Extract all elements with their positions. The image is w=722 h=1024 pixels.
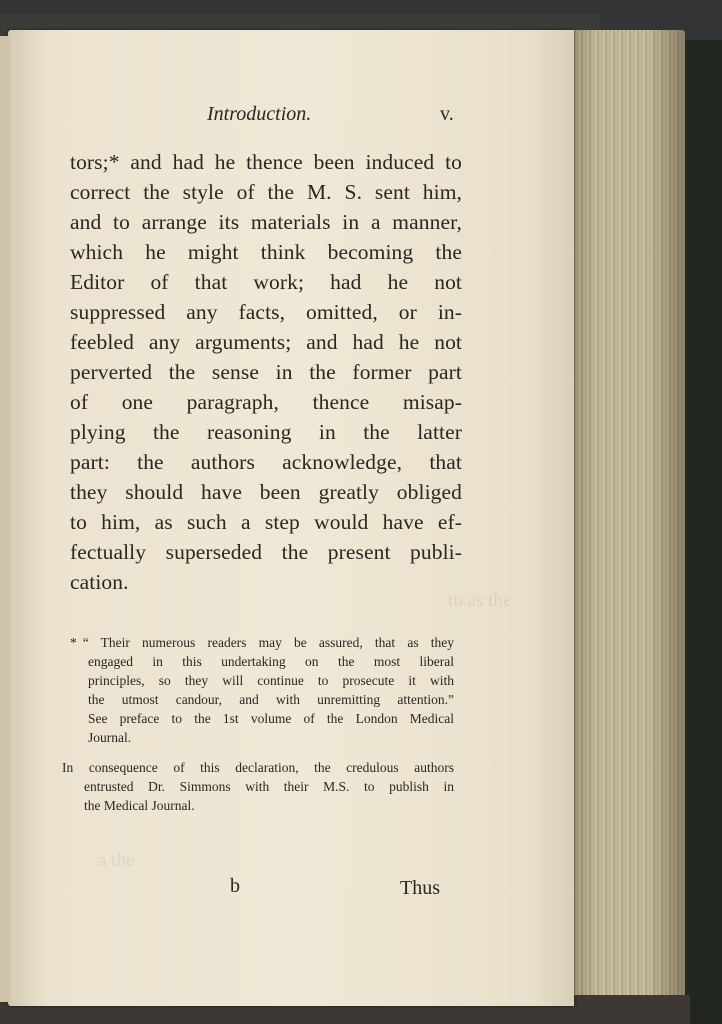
body-line: feebled any arguments; and had he not xyxy=(70,330,462,354)
show-through: to as the xyxy=(448,590,512,611)
body-line: of one paragraph, thence misap- xyxy=(70,390,462,414)
note-line: entrusted Dr. Simmons with their M.S. to publish in xyxy=(84,779,454,794)
note-line-last: the Medical Journal. xyxy=(84,798,195,813)
footnote-text: “ Their numerous readers may be assured, that as they xyxy=(82,635,454,650)
body-line: correct the style of the M. S. sent him, xyxy=(70,180,462,204)
page-header xyxy=(70,103,464,133)
footnote-mark: * xyxy=(70,635,77,650)
show-through: a the xyxy=(98,850,135,871)
body-line: and to arrange its materials in a manner, xyxy=(70,210,462,234)
body-line: which he might think becoming the xyxy=(70,240,462,264)
book-page xyxy=(8,30,574,1006)
page-number: v. xyxy=(440,103,454,125)
footnote-line: principles, so they will continue to prosecute it with xyxy=(88,673,454,688)
body-line: suppressed any facts, omitted, or in- xyxy=(70,300,462,324)
footnote-line-last: Journal. xyxy=(88,730,132,745)
signature-mark: b xyxy=(230,875,240,897)
footnote-line-first xyxy=(70,635,454,651)
body-line: to him, as such a step would have ef- xyxy=(70,510,462,534)
body-line: Editor of that work; had he not xyxy=(70,270,462,294)
body-line: perverted the sense in the former part xyxy=(70,360,462,384)
footnote-line: the utmost candour, and with unremitting attention.” xyxy=(88,692,454,707)
body-line: they should have been greatly obliged xyxy=(70,480,462,504)
body-line: fectually superseded the present publi- xyxy=(70,540,462,564)
body-line: part: the authors acknowledge, that xyxy=(70,450,462,474)
note-line-first: In consequence of this declaration, the credulous authors xyxy=(62,760,454,775)
gutter-edge xyxy=(0,36,10,1002)
body-line: plying the reasoning in the latter xyxy=(70,420,462,444)
footnote-line: engaged in this undertaking on the most liberal xyxy=(88,654,454,669)
fore-edge-shadow xyxy=(560,30,685,1004)
catchword: Thus xyxy=(400,877,440,899)
footnote-line: See preface to the 1st volume of the London Medical xyxy=(88,711,454,726)
body-line-last: cation. xyxy=(70,570,129,594)
body-line: tors;* and had he thence been induced to xyxy=(70,150,462,174)
running-head: Introduction. xyxy=(207,103,312,125)
